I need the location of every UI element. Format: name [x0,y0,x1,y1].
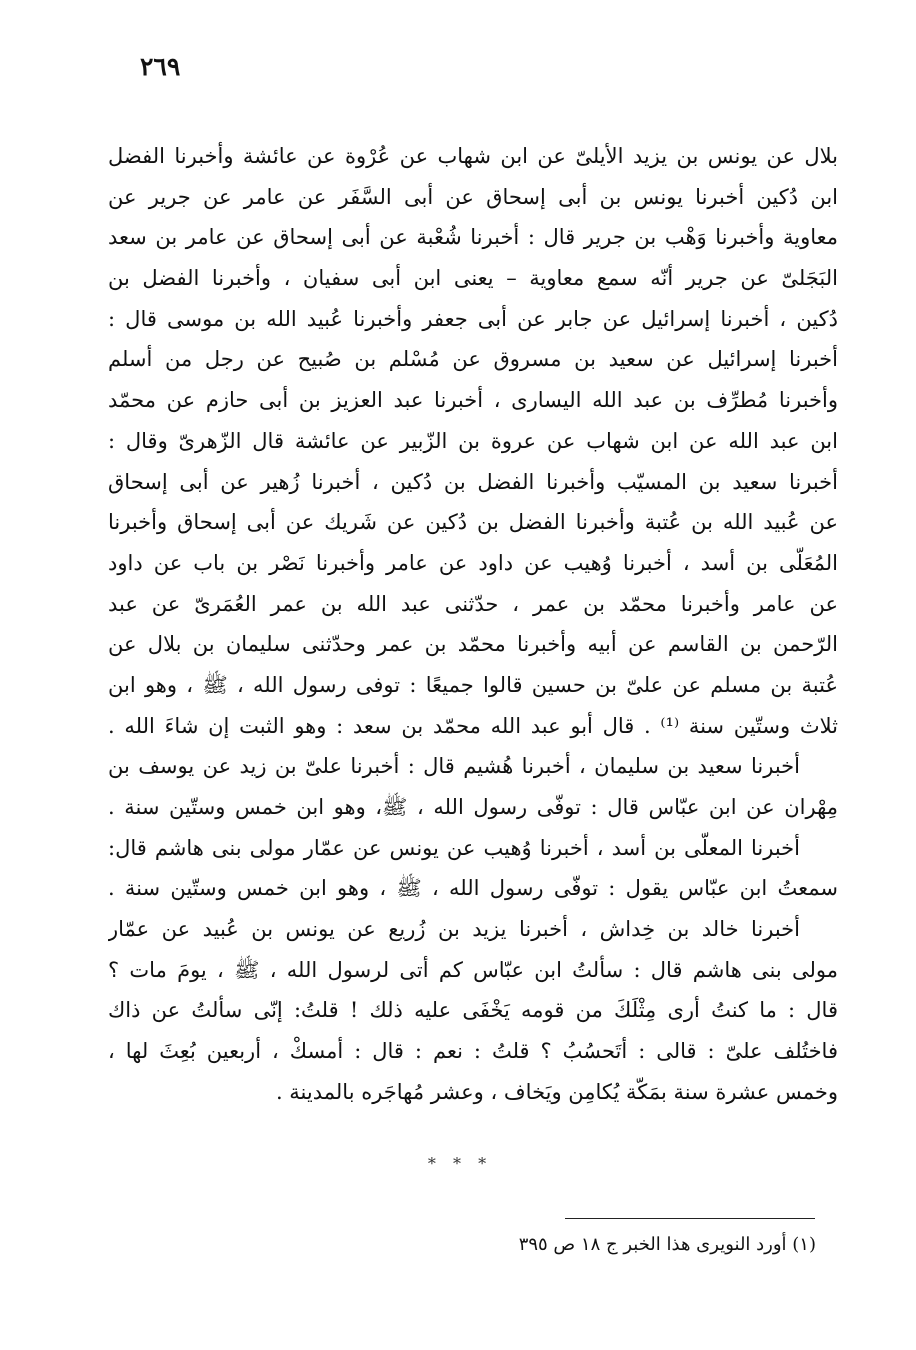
section-separator: * * * [427,1154,493,1173]
text-line: ابن عبد الله عن ابن شهاب عن عروة بن الزّبير عن عائشة قال الزّهرىّ وقال : [108,428,838,453]
text-line: سمعتُ ابن عبّاس يقول : توفّى رسول الله ، ﷺ ، وهو ابن خمس وستّين سنة . [108,876,838,901]
text-line: أخبرنا إسرائيل عن سعيد بن مسروق عن مُسْلم بن صُبيح عن رجل من أسلم [108,347,838,372]
main-text [108,136,838,1113]
text-line: معاوية وأخبرنا وَهْب بن جرير قال : أخبرنا شُعْبة عن أبى إسحاق عن عامر بن سعد [108,225,838,250]
text-line: دُكين ، أخبرنا إسرائيل عن جابر عن أبى جعفر وأخبرنا عُبيد الله بن موسى قال : [108,306,838,331]
text-line: أخبرنا خالد بن خِداش ، أخبرنا يزيد بن زُريع عن يونس بن عُبيد عن عمّار [108,917,800,942]
text-line: أخبرنا سعيد بن المسيّب وأخبرنا الفضل بن دُكين ، أخبرنا زُهير عن أبى إسحاق [108,469,838,494]
text-line: أخبرنا سعيد بن سليمان ، أخبرنا هُشيم قال : أخبرنا علىّ بن زيد عن يوسف بن [108,754,800,779]
footnote: (١) أورد النويرى هذا الخبر ج ١٨ ص ٣٩٥ [518,1234,816,1255]
text-line: عُتبة بن مسلم عن علىّ بن حسين قالوا جميعًا : توفى رسول الله ، ﷺ ، وهو ابن [108,672,838,697]
text-line: المُعَلّى بن أسد ، أخبرنا وُهيب عن داود عن عامر وأخبرنا نَصْر بن باب عن داود [108,550,838,575]
page-number: ٢٦٩ [140,52,181,81]
text-line: عن عُبيد الله بن عُتبة وأخبرنا الفضل بن دُكين عن شَريك عن أبى إسحاق وأخبرنا [108,510,838,535]
text-line: فاختُلف علىّ : قالى : أتَحسُبُ ؟ قلتُ : نعم : قال : أمسكْ ، أربعين بُعِثَ لها ، [108,1039,838,1064]
text-line: وخمس عشرة سنة بمَكّة يُكامِن ويَخاف ، وعشر مُهاجَره بالمدينة . [275,1079,838,1104]
text-line: وأخبرنا مُطرِّف بن عبد الله اليسارى ، أخبرنا عبد العزيز بن أبى حازم عن محمّد [108,388,838,413]
text-line: عن عامر وأخبرنا محمّد بن عمر ، حدّثنى عبد الله بن عمر العُمَرىّ عن عبد [108,591,838,616]
text-line: مِهْران عن ابن عبّاس قال : توفّى رسول الله ، ﷺ، وهو ابن خمس وستّين سنة . [108,795,838,819]
text-line: البَجَلىّ عن جرير أنّه سمع معاوية – يعنى ابن أبى سفيان ، وأخبرنا الفضل بن [108,266,838,291]
text-line: قال : ما كنتُ أرى مِثْلَكَ من قومه يَخْفَى عليه ذلك ! قلتُ: إنّى سألتُ عن ذاك [108,998,838,1023]
text-line: ابن دُكين أخبرنا يونس بن أبى إسحاق عن أبى السَّفَر عن عامر عن جرير عن [108,184,838,209]
text-line: الرّحمن بن القاسم عن أبيه وأخبرنا محمّد بن عمر وحدّثنى سليمان بن بلال عن [108,632,838,657]
text-line: بلال عن يونس بن يزيد الأيلىّ عن ابن شهاب عن عُرْوة عن عائشة وأخبرنا الفضل [108,144,838,168]
text-line: أخبرنا المعلّى بن أسد ، أخبرنا وُهيب عن يونس عن عمّار مولى بنى هاشم قال: [108,835,800,860]
text-line: مولى بنى هاشم قال : سألتُ ابن عبّاس كم أتى لرسول الله ، ﷺ ، يومَ مات ؟ [108,957,838,982]
footnote-divider [565,1218,815,1219]
text-line: ثلاث وستّين سنة ⁽¹⁾ . قال أبو عبد الله محمّد بن سعد : وهو الثبت إن شاءَ الله . [108,713,838,738]
